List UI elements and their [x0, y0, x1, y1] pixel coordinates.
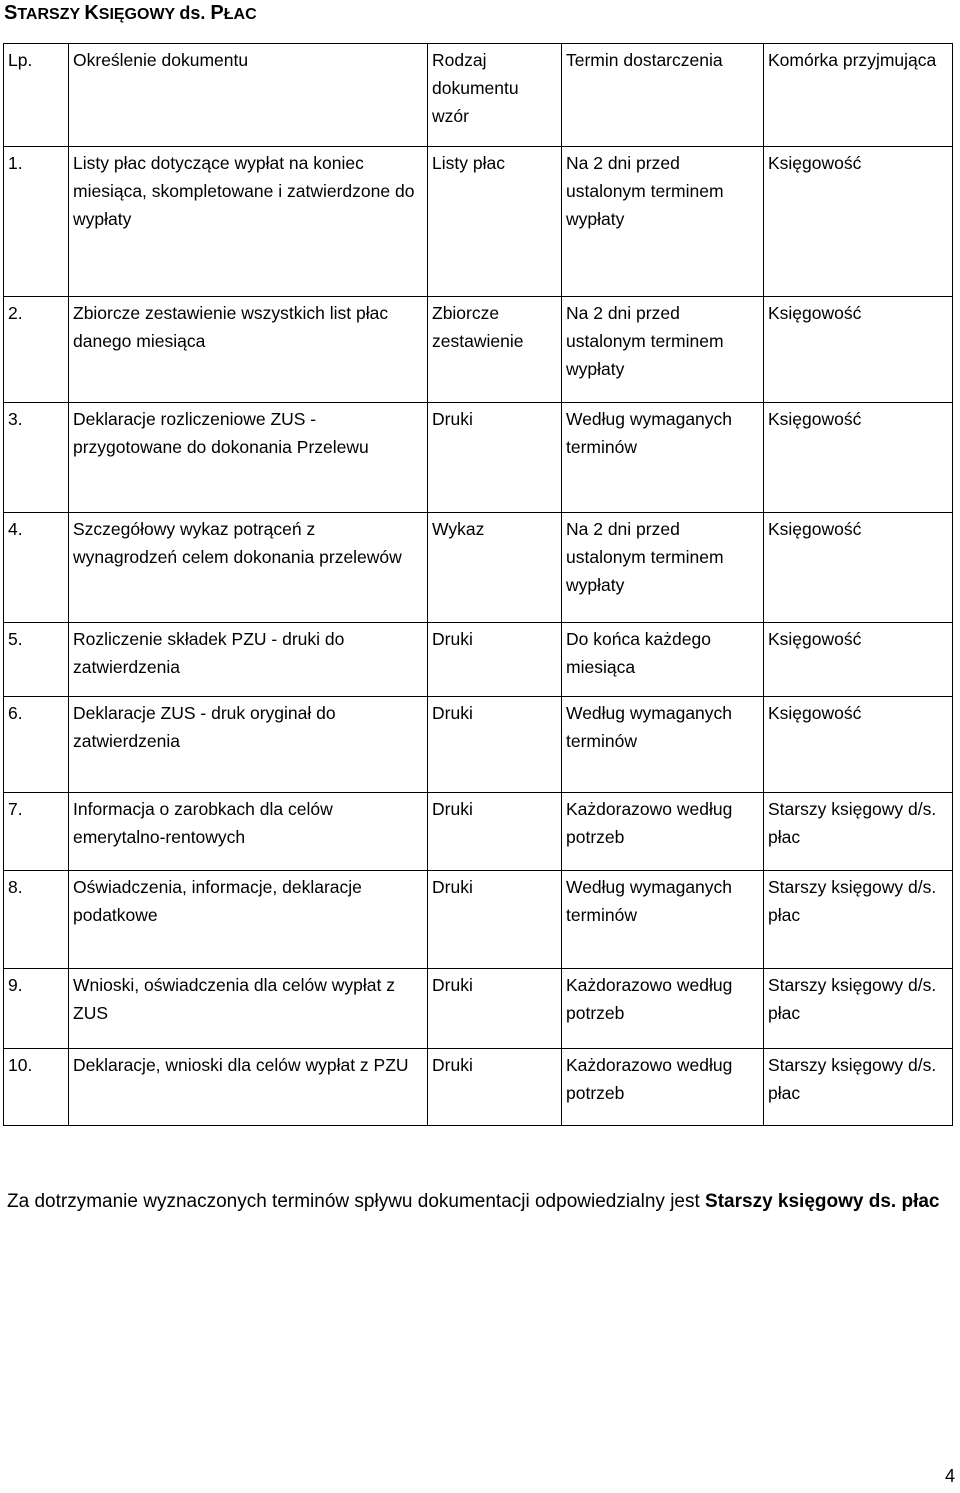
table-row: [4, 793, 953, 871]
row-receiving-unit: Księgowość: [764, 623, 953, 697]
row-delivery-term: Na 2 dni przed ustalonym terminem wypłaty: [562, 147, 764, 297]
row-document-type: Druki: [428, 871, 562, 969]
heading-part: S: [4, 2, 18, 24]
row-delivery-term: Według wymaganych terminów: [562, 403, 764, 513]
row-document-name: Zbiorcze zestawienie wszystkich list płac danego miesiąca: [69, 297, 428, 403]
page-heading: [4, 2, 257, 25]
header-delivery-term: Termin dostarczenia: [562, 44, 764, 147]
row-receiving-unit: Księgowość: [764, 697, 953, 793]
table-row: [4, 403, 953, 513]
header-document-name: Określenie dokumentu: [69, 44, 428, 147]
table-row: [4, 623, 953, 697]
row-receiving-unit: Księgowość: [764, 403, 953, 513]
row-document-type: Druki: [428, 403, 562, 513]
row-document-type: Druki: [428, 969, 562, 1049]
row-document-name: Wnioski, oświadczenia dla celów wypłat z ZUS: [69, 969, 428, 1049]
documents-table: [3, 43, 953, 1126]
table-row: [4, 513, 953, 623]
footer-bold-text: Starszy księgowy ds. płac: [705, 1191, 940, 1212]
header-receiving-unit: Komórka przyjmująca: [764, 44, 953, 147]
header-lp: Lp.: [4, 44, 69, 147]
row-document-name: Deklaracje ZUS - druk oryginał do zatwierdzenia: [69, 697, 428, 793]
table-row: [4, 871, 953, 969]
row-delivery-term: Do końca każdego miesiąca: [562, 623, 764, 697]
row-document-type: Druki: [428, 1049, 562, 1126]
page-number: 4: [944, 1466, 955, 1486]
row-document-type: Wykaz: [428, 513, 562, 623]
row-document-name: Deklaracje rozliczeniowe ZUS - przygotowane do dokonania Przelewu: [69, 403, 428, 513]
row-delivery-term: Każdorazowo według potrzeb: [562, 1049, 764, 1126]
row-document-type: Druki: [428, 793, 562, 871]
row-document-type: Zbiorcze zestawienie: [428, 297, 562, 403]
footer-text: Za dotrzymanie wyznaczonych terminów spływu dokumentacji odpowiedzialny jest: [7, 1191, 706, 1212]
row-lp: 10.: [4, 1049, 69, 1126]
row-lp: 3.: [4, 403, 69, 513]
row-document-type: Druki: [428, 697, 562, 793]
row-document-type: Druki: [428, 623, 562, 697]
table-row: [4, 697, 953, 793]
row-document-name: Listy płac dotyczące wypłat na koniec miesiąca, skompletowane i zatwierdzone do wypłaty: [69, 147, 428, 297]
row-delivery-term: Każdorazowo według potrzeb: [562, 969, 764, 1049]
row-lp: 8.: [4, 871, 69, 969]
row-document-name: Deklaracje, wnioski dla celów wypłat z PZU: [69, 1049, 428, 1126]
row-lp: 1.: [4, 147, 69, 297]
row-lp: 6.: [4, 697, 69, 793]
row-receiving-unit: Księgowość: [764, 297, 953, 403]
table-header-row: [4, 44, 953, 147]
table-row: [4, 297, 953, 403]
row-lp: 9.: [4, 969, 69, 1049]
heading-part: K: [84, 2, 99, 24]
row-lp: 2.: [4, 297, 69, 403]
header-document-type: Rodzaj dokumentu wzór: [428, 44, 562, 147]
table-row: [4, 969, 953, 1049]
row-document-name: Informacja o zarobkach dla celów emerytalno-rentowych: [69, 793, 428, 871]
row-lp: 4.: [4, 513, 69, 623]
row-delivery-term: Na 2 dni przed ustalonym terminem wypłaty: [562, 297, 764, 403]
row-lp: 7.: [4, 793, 69, 871]
heading-part: SIĘGOWY: [98, 6, 180, 23]
row-delivery-term: Według wymaganych terminów: [562, 871, 764, 969]
row-delivery-term: Na 2 dni przed ustalonym terminem wypłaty: [562, 513, 764, 623]
row-receiving-unit: Starszy księgowy d/s. płac: [764, 871, 953, 969]
table-row: [4, 147, 953, 297]
heading-part: ds.: [179, 3, 211, 23]
heading-part: TARSZY: [17, 6, 85, 23]
row-document-name: Rozliczenie składek PZU - druki do zatwierdzenia: [69, 623, 428, 697]
row-document-name: Szczegółowy wykaz potrąceń z wynagrodzeń celem dokonania przelewów: [69, 513, 428, 623]
table-row: [4, 1049, 953, 1126]
row-receiving-unit: Starszy księgowy d/s. płac: [764, 969, 953, 1049]
row-document-name: Oświadczenia, informacje, deklaracje podatkowe: [69, 871, 428, 969]
row-receiving-unit: Starszy księgowy d/s. płac: [764, 793, 953, 871]
row-lp: 5.: [4, 623, 69, 697]
heading-part: P: [210, 2, 224, 24]
row-delivery-term: Każdorazowo według potrzeb: [562, 793, 764, 871]
row-document-type: Listy płac: [428, 147, 562, 297]
row-receiving-unit: Starszy księgowy d/s. płac: [764, 1049, 953, 1126]
responsibility-note: [7, 1186, 942, 1218]
row-delivery-term: Według wymaganych terminów: [562, 697, 764, 793]
row-receiving-unit: Księgowość: [764, 147, 953, 297]
row-receiving-unit: Księgowość: [764, 513, 953, 623]
heading-part: ŁAC: [223, 6, 257, 23]
